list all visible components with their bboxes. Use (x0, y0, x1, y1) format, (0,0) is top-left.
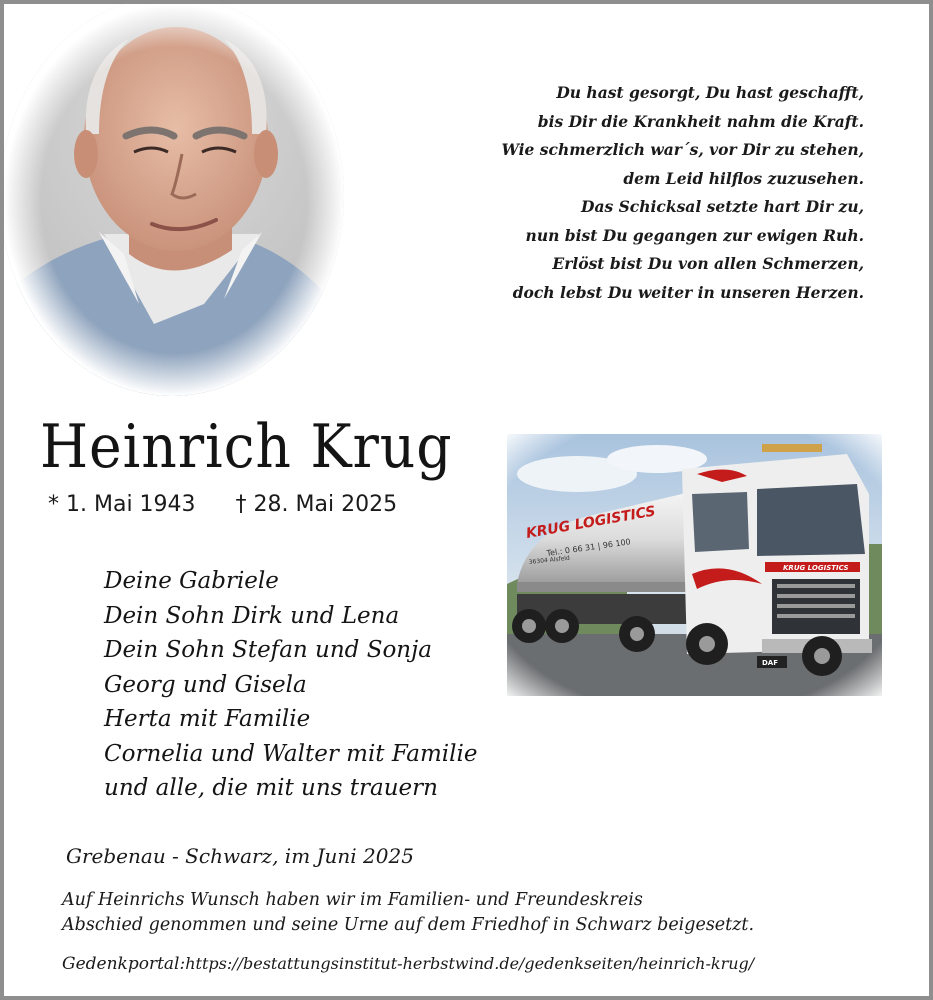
portal-link[interactable]: https://bestattungsinstitut-herbstwind.de/gedenkseiten/heinrich-krug/ (185, 954, 755, 973)
poem-line: dem Leid hilflos zuzusehen. (623, 168, 864, 188)
place-date: Grebenau - Schwarz, im Juni 2025 (66, 844, 414, 868)
poem-line: Du hast gesorgt, Du hast geschafft, (556, 83, 864, 102)
portal-label: Gedenkportal: (62, 954, 186, 974)
poem-line: Erlöst bist Du von allen Schmerzen, (552, 254, 864, 273)
memorial-portal (62, 954, 754, 974)
poem-line: Wie schmerzlich war´s, vor Dir zu stehen, (501, 140, 864, 159)
mourners-list (104, 564, 477, 806)
poem (444, 79, 864, 307)
mourner-line: und alle, die mit uns trauern (104, 775, 438, 801)
truck-photo (507, 434, 882, 696)
life-dates (48, 492, 397, 517)
mourner-line: Cornelia und Walter mit Familie (104, 740, 478, 767)
burial-note (62, 888, 754, 938)
note-line: Abschied genommen und seine Urne auf dem Friedhof in Schwarz beigesetzt. (62, 915, 755, 935)
mourner-line: Dein Sohn Stefan und Sonja (104, 637, 432, 663)
death-date: † 28. Mai 2025 (235, 492, 398, 517)
mourner-line: Deine Gabriele (104, 568, 279, 594)
mourner-line: Georg und Gisela (104, 671, 307, 698)
mourner-line: Herta mit Familie (104, 706, 311, 732)
portrait-photo (4, 4, 344, 396)
poem-line: bis Dir die Krankheit nahm die Kraft. (537, 111, 864, 131)
poem-line: nun bist Du gegangen zur ewigen Ruh. (525, 225, 864, 245)
note-line: Auf Heinrichs Wunsch haben wir im Familien- und Freundeskreis (62, 890, 643, 910)
mourner-line: Dein Sohn Dirk und Lena (104, 602, 400, 629)
birth-date: * 1. Mai 1943 (48, 492, 196, 517)
poem-line: doch lebst Du weiter in unseren Herzen. (512, 282, 864, 302)
poem-line: Das Schicksal setzte hart Dir zu, (581, 197, 864, 216)
deceased-name: Heinrich Krug (40, 412, 453, 482)
